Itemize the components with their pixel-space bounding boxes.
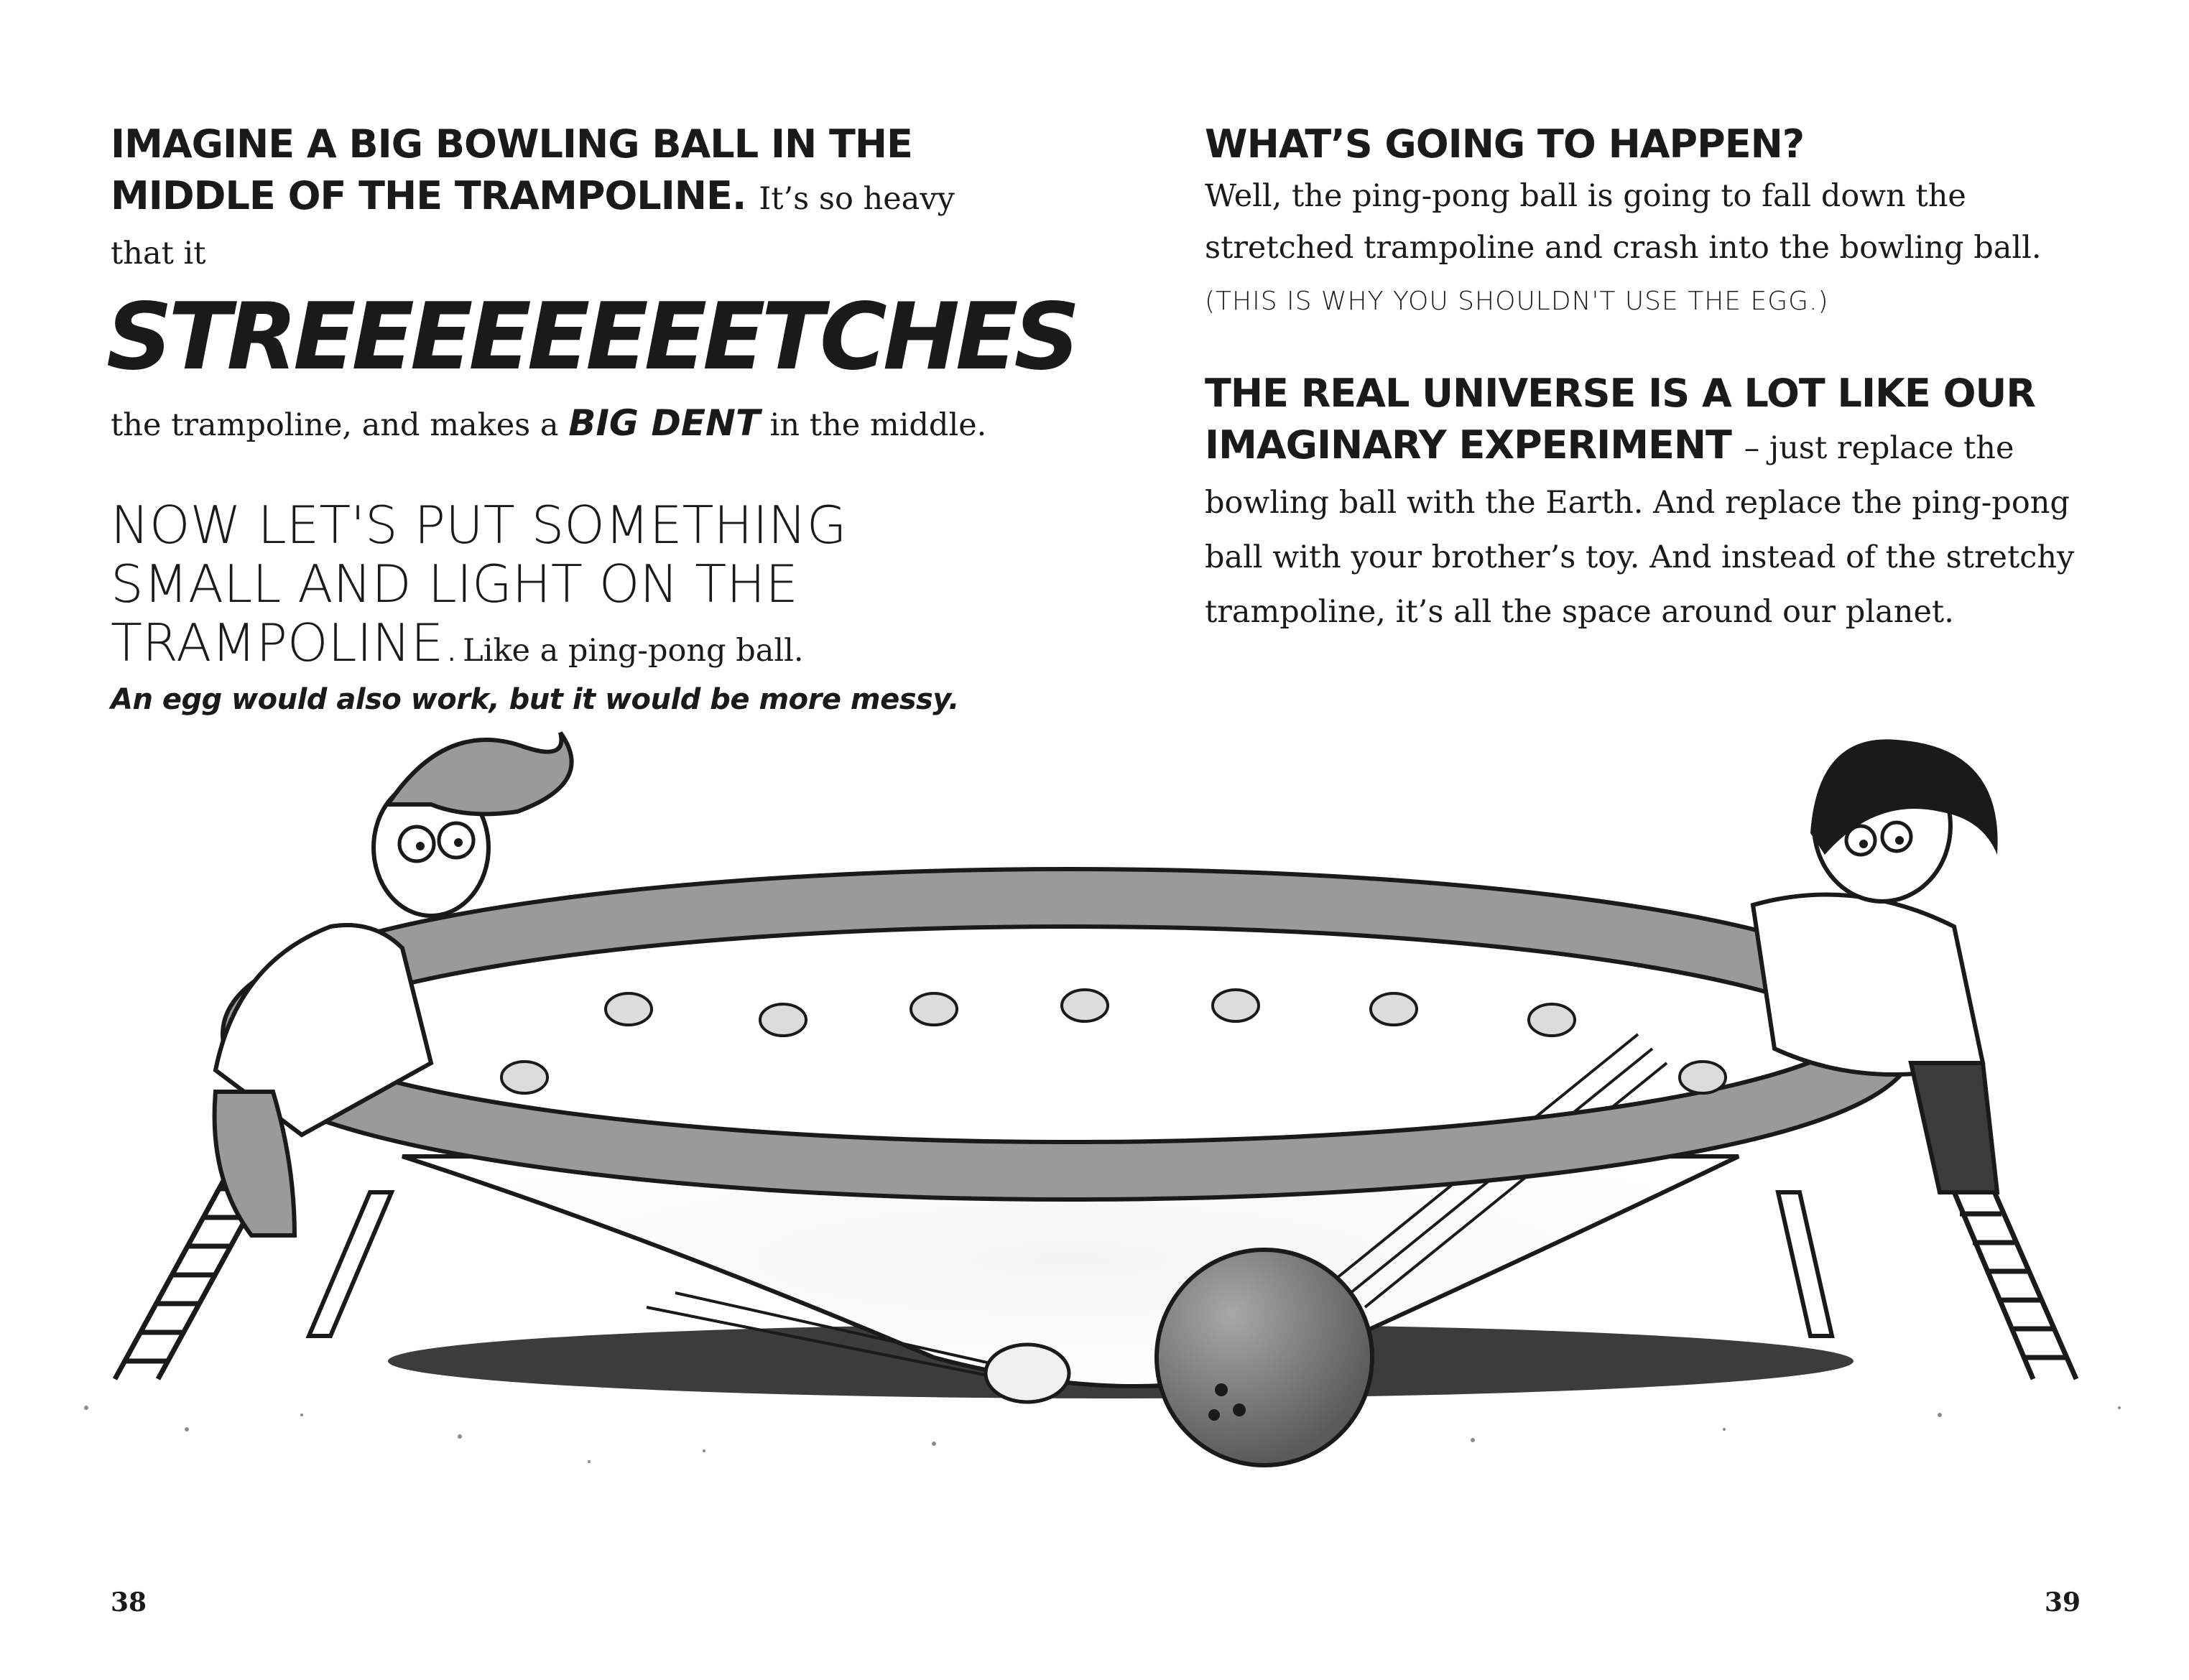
trampoline-rim [251,898,1889,1171]
heading-universe-bold: THE REAL UNIVERSE IS A LOT LIKE OUR IMAGINARY EXPERIMENT [1205,371,2035,468]
heading-happen: WHAT’S GOING TO HAPPEN? [1205,121,1805,167]
now-run: Like a ping-pong ball. [463,633,804,669]
stretches-word: STREEEEEEEETCHES [106,284,1076,391]
paragraph-happen-text: Well, the ping-pong ball is going to fall down the stretched trampoline and crash into the bowling ball. [1205,178,2042,266]
heading-imagine-run: It’s so heavy that it [111,181,955,272]
heading-universe [1205,368,2088,638]
dent-paragraph [111,397,1009,451]
page-number-left: 38 [111,1587,147,1618]
paragraph-happen [1205,170,2088,328]
heading-imagine [111,119,1009,279]
right-page-text [1205,119,2088,638]
page-number-right: 39 [2045,1587,2081,1618]
big-dent-text: BIG DENT [568,402,760,444]
heading-universe-run: – just replace the bowling ball with the Earth. And replace the ping-pong ball with your brother’s toy. And instead of the stretchy trampoline, it’s all the space around our planet. [1205,430,2075,630]
trampoline-illustration [0,690,2189,1680]
paragraph-happen-aside: (THIS IS WHY YOU SHOULDN'T USE THE EGG.) [1205,287,1829,316]
ground-speckles [84,1406,2121,1463]
egg-note: An egg would also work, but it would be more messy. [111,683,959,716]
left-page-text [106,119,1076,723]
ping-pong-ball [986,1345,1069,1402]
line-after-dent: in the middle. [769,407,987,443]
trampoline-springs [501,990,1726,1093]
now-text: NOW LET'S PUT SOMETHING SMALL AND LIGHT ON THE TRAMPOLINE. [111,495,847,673]
bowling-ball [1157,1250,1372,1465]
line-before-dent: the trampoline, and makes a [111,407,559,443]
now-block [111,496,1009,723]
heading-imagine-bold: IMAGINE A BIG BOWLING BALL IN THE MIDDLE OF THE TRAMPOLINE. [111,121,912,218]
